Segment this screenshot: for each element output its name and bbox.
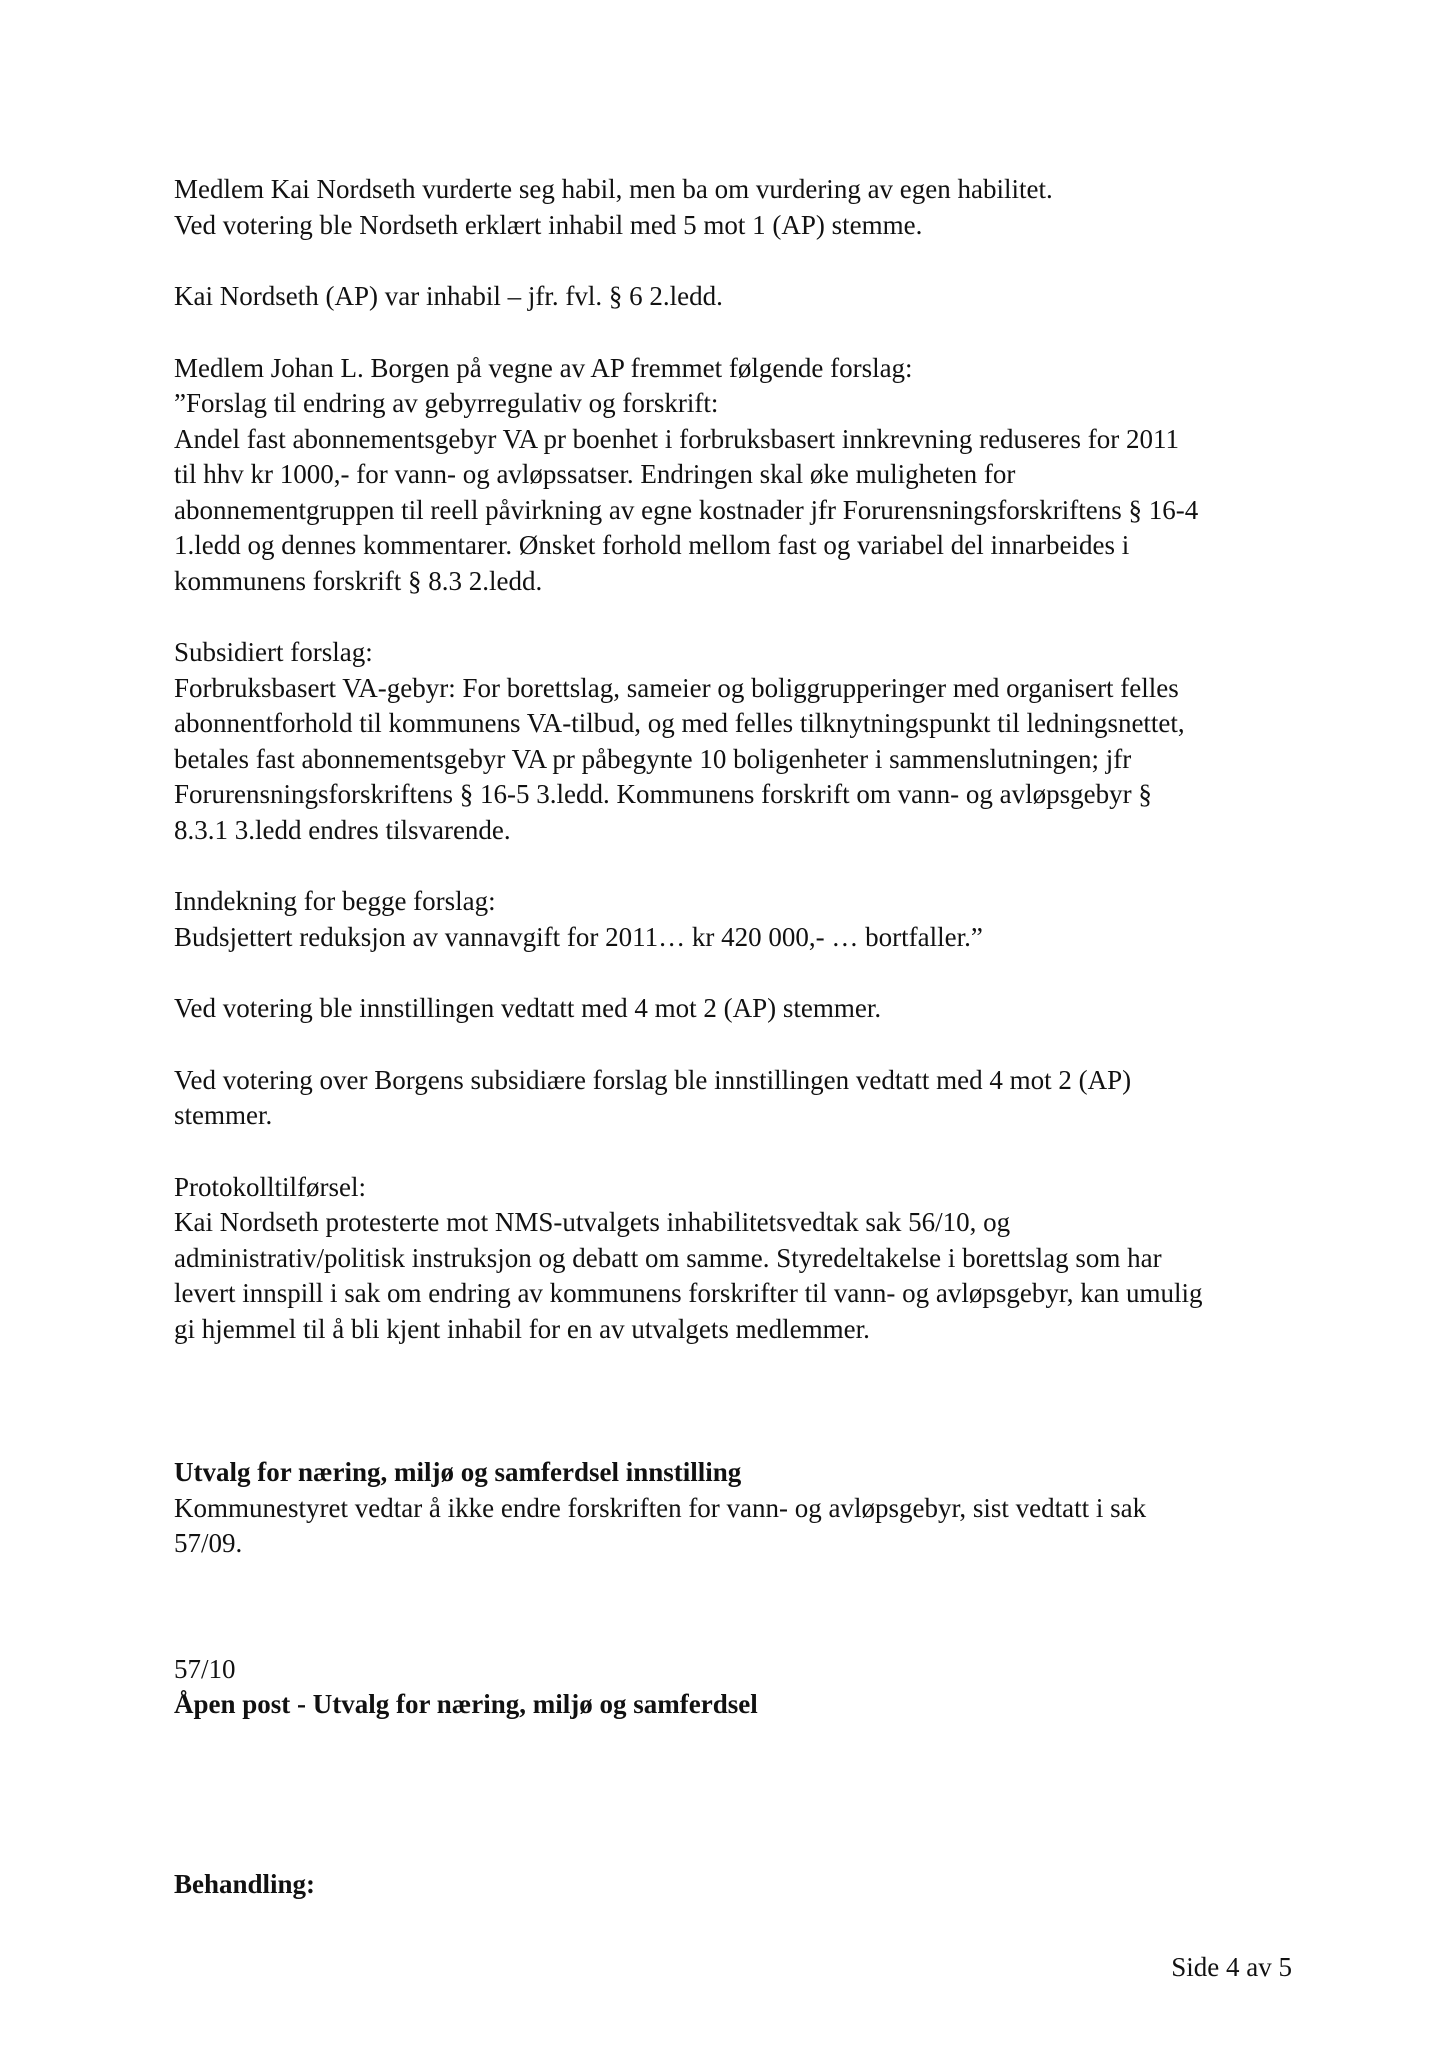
text-line: 1.ledd og dennes kommentarer. Ønsket forhold mellom fast og variabel del innarbeides i [174,530,1130,560]
innstilling-heading: Utvalg for næring, miljø og samferdsel innstilling [174,1457,742,1487]
protokolltilforsel-paragraph [174,1170,1294,1348]
text-line: levert innspill i sak om endring av kommunens forskrifter til vann- og avløpsgebyr, kan umulig [174,1278,1203,1308]
text-line: til hhv kr 1000,- for vann- og avløpssatser. Endringen skal øke muligheten for [174,459,1016,489]
text-line: betales fast abonnementsgebyr VA pr påbegynte 10 boligenheter i sammenslutningen; jfr [174,743,1132,774]
inndekning-paragraph [174,884,1294,955]
text-line: Budsjettert reduksjon av vannavgift for 2011… kr 420 000,- … bortfaller.” [174,921,983,952]
votering-paragraph [174,991,1294,1027]
text-line: Medlem Kai Nordseth vurderte seg habil, men ba om vurdering av egen habilitet. [174,174,1053,204]
text-line: administrativ/politisk instruksjon og debatt om samme. Styredeltakelse i borettslag som har [174,1242,1162,1273]
subsidiert-paragraph [174,635,1294,848]
text-line: abonnementgruppen til reell påvirkning av egne kostnader jfr Forurensningsforskriftens § 16-4 [174,494,1199,525]
text-line: Forbruksbasert VA-gebyr: For borettslag, sameier og boliggrupperinger med organisert felles [174,672,1179,703]
text-line: Kai Nordseth protesterte mot NMS-utvalgets inhabilitetsvedtak sak 56/10, og [174,1207,1011,1237]
text-line: Forurensningsforskriftens § 16-5 3.ledd. Kommunens forskrift om vann- og avløpsgebyr § [174,779,1152,809]
text-line: Inndekning for begge forslag: [174,886,496,916]
text-line: Medlem Johan L. Borgen på vegne av AP fremmet følgende forslag: [174,352,913,383]
document-page [174,172,1294,1902]
text-line: abonnentforhold til kommunens VA-tilbud, og med felles tilknytningspunkt til ledningsnettet, [174,708,1185,738]
text-line: 8.3.1 3.ledd endres tilsvarende. [174,814,511,845]
text-line: Andel fast abonnementsgebyr VA pr boenhet i forbruksbasert innkrevning reduseres for 2011 [174,423,1180,454]
text-line: Ved votering ble innstillingen vedtatt med 4 mot 2 (AP) stemmer. [174,993,882,1023]
text-line: stemmer. [174,1100,273,1130]
text-line: Kommunestyret vedtar å ikke endre forskriften for vann- og avløpsgebyr, sist vedtatt i sak [174,1492,1147,1523]
text-line: Ved votering over Borgens subsidiære forslag ble innstillingen vedtatt med 4 mot 2 (AP) [174,1064,1132,1095]
innstilling-section [174,1455,1294,1562]
text-line: kommunens forskrift § 8.3 2.ledd. [174,565,543,596]
case-header [174,1652,1294,1723]
behandling-heading: Behandling: [174,1868,316,1899]
text-line: gi hjemmel til å bli kjent inhabil for en av utvalgets medlemmer. [174,1313,870,1344]
text-line: Ved votering ble Nordseth erklært inhabil med 5 mot 1 (AP) stemme. [174,209,923,240]
votering-subsidiaert-paragraph [174,1063,1294,1134]
case-number: 57/10 [174,1653,236,1684]
behandling-section [174,1867,1294,1903]
forslag-paragraph [174,351,1294,600]
text-line: Kai Nordseth (AP) var inhabil – jfr. fvl. § 6 2.ledd. [174,281,723,311]
habilitet-paragraph [174,172,1294,243]
case-title: Åpen post - Utvalg for næring, miljø og samferdsel [174,1689,758,1719]
inhabil-paragraph [174,279,1294,315]
page-number: Side 4 av 5 [1171,1952,1292,1982]
text-line: Subsidiert forslag: [174,637,373,667]
text-line: ”Forslag til endring av gebyrregulativ og forskrift: [174,388,719,418]
text-line: 57/09. [174,1528,243,1558]
text-line: Protokolltilførsel: [174,1171,366,1202]
